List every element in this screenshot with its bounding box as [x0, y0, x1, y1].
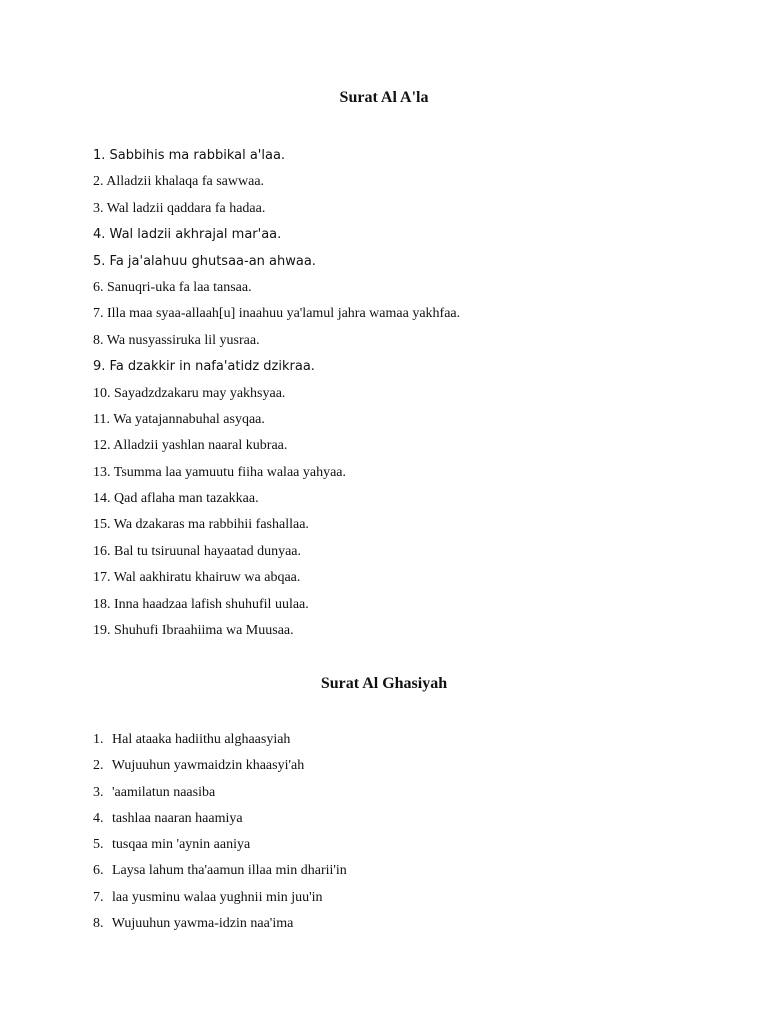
verse-line: 4. Wal ladzii akhrajal mar'aa. — [93, 227, 282, 243]
section-title: Surat Al A'la — [339, 89, 429, 106]
verse-line: 11. Wa yatajannabuhal asyqaa. — [93, 411, 265, 427]
verse-line: 6. Sanuqri-uka fa laa tansaa. — [93, 279, 252, 295]
verse-line: 13. Tsumma laa yamuutu fiiha walaa yahyaa. — [93, 464, 347, 480]
verse-line: 3. 'aamilatun naasiba — [93, 784, 216, 800]
section-surat-al-ala — [0, 86, 768, 644]
section-title: Surat Al Ghasiyah — [320, 675, 448, 692]
verse-list — [0, 143, 768, 644]
verse-line: 8. Wujuuhun yawma-idzin naa'ima — [93, 916, 294, 932]
verse-line: 2. Wujuuhun yawmaidzin khaasyi'ah — [93, 758, 305, 774]
verse-line: 8. Wa nusyassiruka lil yusraa. — [93, 332, 260, 348]
verse-line: 6. Laysa lahum tha'aamun illaa min dharii'in — [93, 863, 347, 879]
verse-line: 17. Wal aakhiratu khairuw wa abqaa. — [93, 570, 301, 586]
verse-line: 1. Sabbihis ma rabbikal a'laa. — [93, 148, 286, 163]
verse-line: 2. Alladzii khalaqa fa sawwaa. — [93, 174, 265, 190]
verse-line: 19. Shuhufi Ibraahiima wa Muusaa. — [93, 623, 294, 639]
verse-line: 16. Bal tu tsiruunal hayaatad dunyaa. — [93, 543, 301, 559]
verse-line: 9. Fa dzakkir in nafa'atidz dzikraa. — [93, 359, 315, 375]
verse-line: 5. tusqaa min 'aynin aaniya — [93, 837, 251, 853]
section-surat-al-ghasiyah — [0, 672, 768, 937]
verse-line: 14. Qad aflaha man tazakkaa. — [93, 491, 259, 507]
verse-line: 7. laa yusminu walaa yughnii min juu'in — [93, 889, 323, 905]
verse-line: 10. Sayadzdzakaru may yakhsyaa. — [93, 385, 286, 401]
verse-line: 3. Wal ladzii qaddara fa hadaa. — [93, 200, 266, 216]
verse-line: 1. Hal ataaka hadiithu alghaasyiah — [93, 732, 291, 747]
verse-line: 5. Fa ja'alahuu ghutsaa-an ahwaa. — [93, 253, 316, 269]
verse-line: 7. Illa maa syaa-allaah[u] inaahuu ya'lamul jahra wamaa yakhfaa. — [93, 306, 461, 322]
verse-line: 4. tashlaa naaran haamiya — [93, 810, 243, 826]
verse-line: 12. Alladzii yashlan naaral kubraa. — [93, 438, 288, 454]
verse-line: 15. Wa dzakaras ma rabbihii fashallaa. — [93, 517, 309, 533]
verse-list — [0, 727, 768, 937]
verse-line: 18. Inna haadzaa lafish shuhufil uulaa. — [93, 596, 309, 612]
